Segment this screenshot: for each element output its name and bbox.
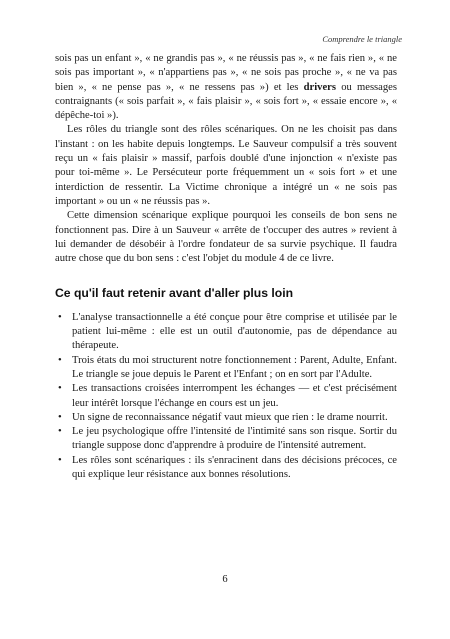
paragraph-1-text-a: sois pas un enfant », « ne grandis pas », « ne réussis pas », « ne fais rien », « ne sois pas important », « n'appartiens pas », « ne sois pas proche », « ne va pas bien », « ne pense pas », « ne ressens pas ») et les xyxy=(55,53,397,93)
summary-bullet-list xyxy=(55,311,397,483)
bullet-item: • Les transactions croisées interrompent les échanges — et c'est précisément leur intérêt lorsque l'échange en cours est un jeu. xyxy=(55,382,397,411)
bullet-item: • Les rôles sont scénariques : ils s'enracinent dans des décisions précoces, ce qui explique leur résistance aux bonnes résolutions. xyxy=(55,454,397,483)
page-number: 6 xyxy=(222,574,228,585)
section-heading: Ce qu'il faut retenir avant d'aller plus loin xyxy=(55,286,294,301)
bullet-item: • L'analyse transactionnelle a été conçue pour être comprise et utilisée par le patient lui-même : elle est un outil d'autonomie, pas de dépendance au thérapeute. xyxy=(55,311,397,354)
bullet-item: • Trois états du moi structurent notre fonctionnement : Parent, Adulte, Enfant. Le triangle se joue depuis le Parent et l'Enfant ; on en sort par l'Adulte. xyxy=(55,354,397,383)
paragraph-3: Cette dimension scénarique explique pourquoi les conseils de bon sens ne fonctionnent pas. Dire à un Sauveur « arrête de t'occuper des autres » revient à lui demander de désobéir à l'ordre fondateur de sa survie psychique. Il faudra autre chose que du bon sens : c'est l'objet du module 4 de ce livre. xyxy=(55,210,397,265)
running-header: Comprendre le triangle xyxy=(322,34,402,44)
paragraph-1 xyxy=(55,52,397,123)
bold-term-drivers: drivers xyxy=(303,81,337,93)
bullet-item: • Le jeu psychologique offre l'intensité de l'intimité sans son risque. Sortir du triangle suppose donc d'apprendre à produire de l'intensité autrement. xyxy=(55,425,397,454)
bullet-item: • Un signe de reconnaissance négatif vaut mieux que rien : le drame nourrit. xyxy=(55,411,397,425)
paragraph-1-text-b: ou messages contraignants (« sois parfait », « fais plaisir », « sois fort », « essaie encore », « dépêche-toi »). xyxy=(55,81,398,122)
paragraph-2: Les rôles du triangle sont des rôles scénariques. On ne les choisit pas dans l'instant : on les habite depuis longtemps. Le Sauveur compulsif a très souvent reçu un « fais plaisir » massif, parfois doublé d'une injonction « n'existe pas pour toi-même ». Le Persécuteur porte fréquemment un « sois fort » et une interdiction de ressentir. La Victime chronique a intégré un « ne sois pas important » ou un « ne réussis pas ». xyxy=(55,124,397,207)
page-body xyxy=(55,52,397,482)
